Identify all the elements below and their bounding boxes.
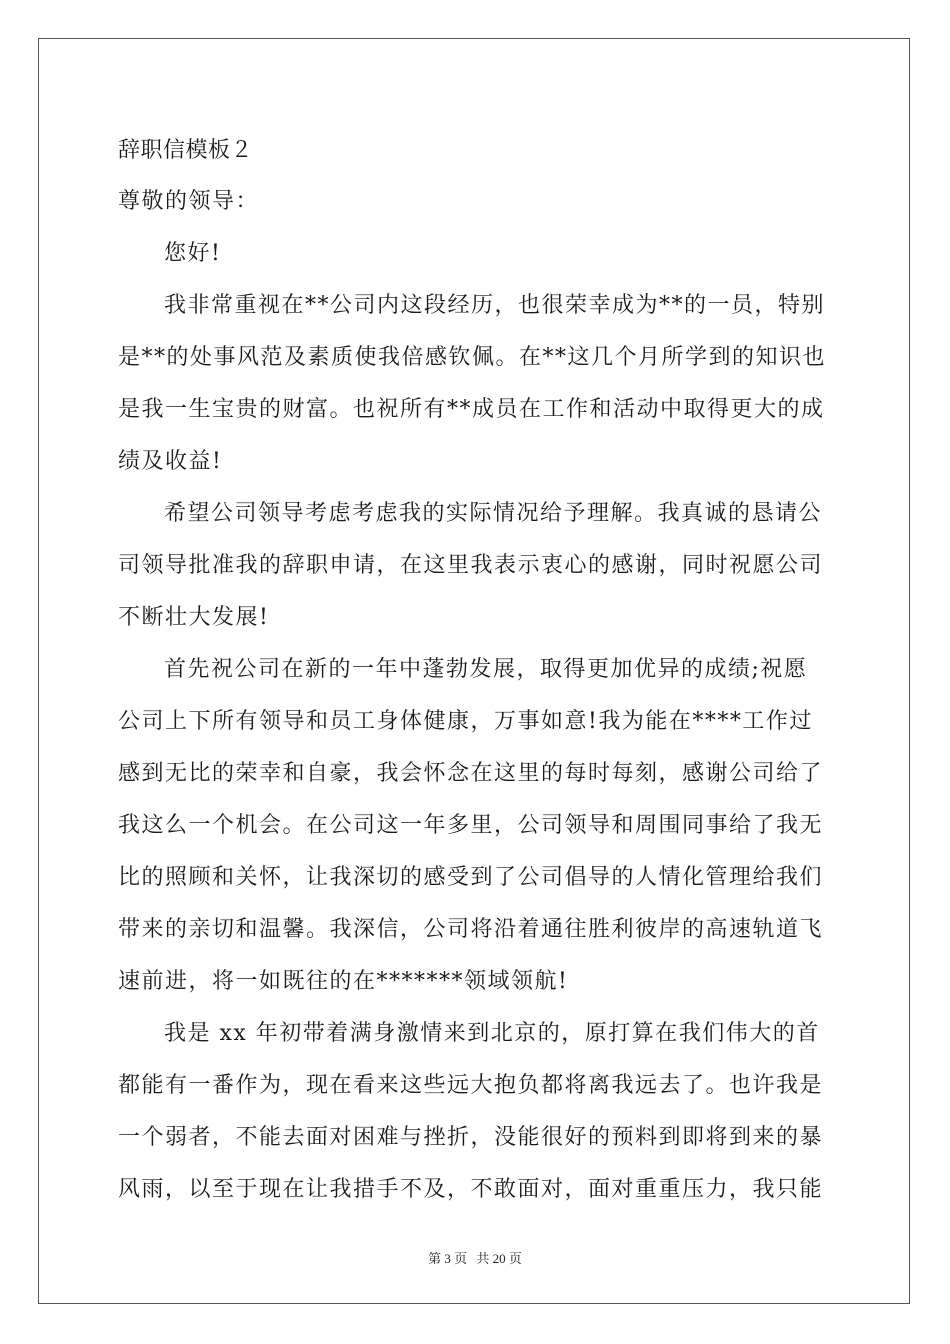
greeting: 您好! (164, 241, 222, 266)
page-total: 共 20 页 (476, 1251, 522, 1266)
paragraph-line: 不断壮大发展! (118, 605, 270, 630)
document-body (118, 126, 834, 1216)
paragraph-line: 司领导批准我的辞职申请，在这里我表示衷心的感谢，同时祝愿公司 (118, 553, 824, 578)
paragraph-line: 风雨，以至于现在让我措手不及，不敢面对，面对重重压力，我只能 (118, 1177, 824, 1202)
document-title: 辞职信模板２ (118, 138, 254, 163)
paragraph-4 (118, 1008, 834, 1216)
paragraph-line: 是我一生宝贵的财富。也祝所有**成员在工作和活动中取得更大的成 (118, 397, 825, 422)
paragraph-3 (118, 644, 834, 1008)
paragraph-line: 感到无比的荣幸和自豪，我会怀念在这里的每时每刻，感谢公司给了 (118, 761, 824, 786)
paragraph-line: 我这么一个机会。在公司这一年多里，公司领导和周围同事给了我无 (118, 813, 824, 838)
paragraph-line: 绩及收益! (118, 449, 223, 474)
paragraph-1 (118, 280, 834, 488)
paragraph-line: 我非常重视在**公司内这段经历，也很荣幸成为**的一员，特别 (164, 293, 826, 318)
paragraph-line: 是**的处事风范及素质使我倍感钦佩。在**这几个月所学到的知识也 (118, 345, 827, 370)
paragraph-2 (118, 488, 834, 644)
paragraph-line: 公司上下所有领导和员工身体健康，万事如意!我为能在****工作过 (118, 709, 813, 734)
paragraph-line: 比的照顾和关怀，让我深切的感受到了公司倡导的人情化管理给我们 (118, 865, 824, 890)
page-footer (0, 1248, 950, 1267)
paragraph-line: 带来的亲切和温馨。我深信，公司将沿着通往胜利彼岸的高速轨道飞 (118, 917, 824, 942)
paragraph-line: 速前进，将一如既往的在*******领域领航! (118, 969, 569, 994)
page-number: 第 3 页 (428, 1251, 468, 1266)
paragraph-line: 首先祝公司在新的一年中蓬勃发展，取得更加优异的成绩;祝愿 (164, 657, 808, 682)
paragraph-line: 都能有一番作为，现在看来这些远大抱负都将离我远去了。也许我是 (118, 1073, 824, 1098)
paragraph-line: 我是 xx 年初带着满身激情来到北京的，原打算在我们伟大的首 (164, 1021, 820, 1046)
salutation: 尊敬的领导： (118, 189, 260, 214)
paragraph-line: 一个弱者，不能去面对困难与挫折，没能很好的预料到即将到来的暴 (118, 1125, 824, 1150)
paragraph-line: 希望公司领导考虑考虑我的实际情况给予理解。我真诚的恳请公 (164, 501, 823, 526)
